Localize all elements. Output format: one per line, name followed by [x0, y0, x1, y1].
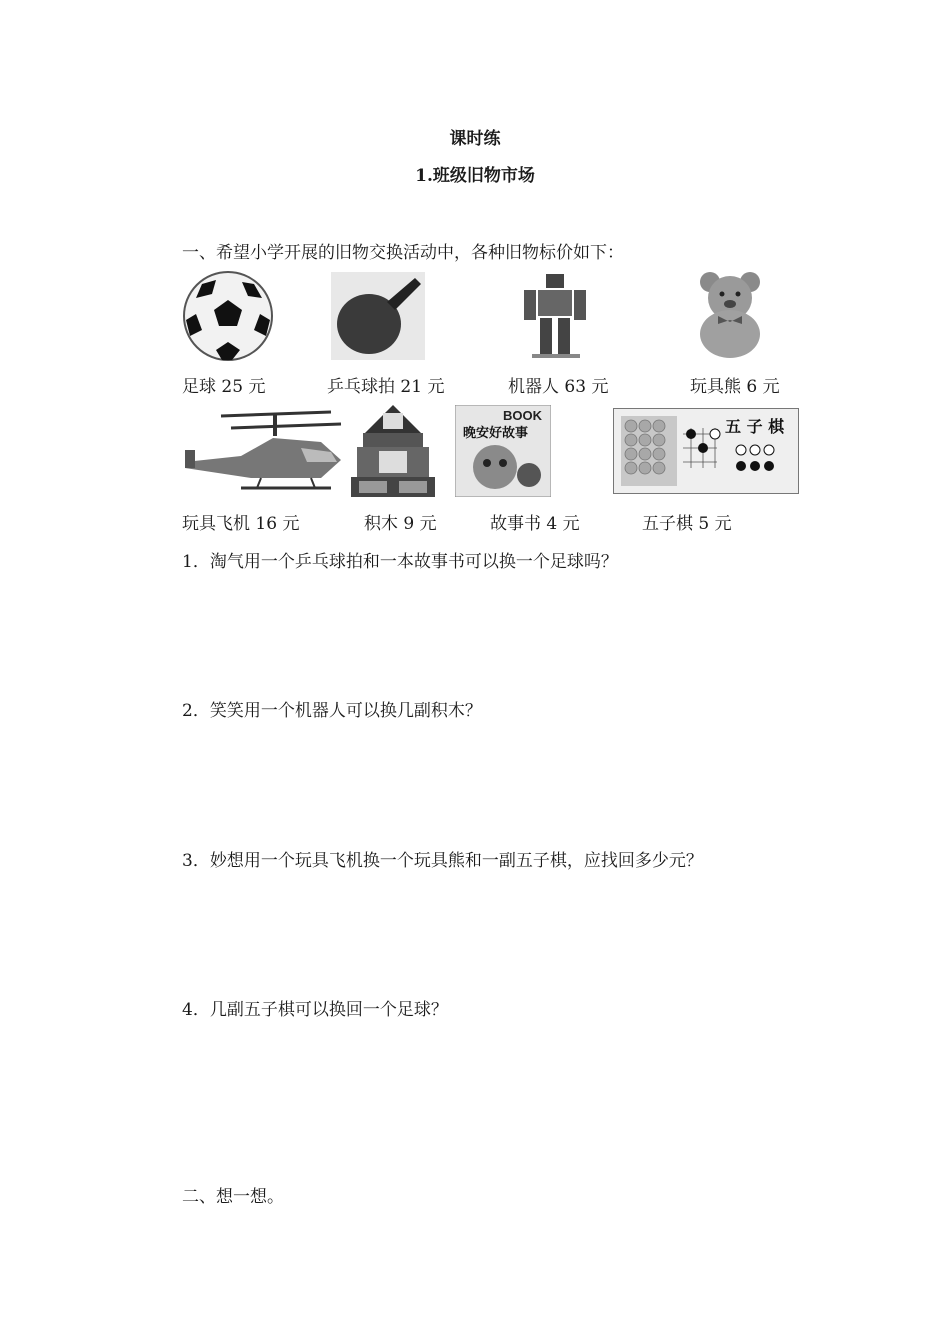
question-1: 1．淘气用一个乒乓球拍和一本故事书可以换一个足球吗？ [182, 552, 618, 572]
question-2: 2．笑笑用一个机器人可以换几副积木？ [182, 701, 482, 721]
item-label-robot: 机器人 63 元 [508, 377, 609, 397]
lesson-title: 1.班级旧物市场 [415, 166, 535, 186]
item-label-building-blocks: 积木 9 元 [364, 514, 437, 534]
story-book-icon [455, 405, 551, 497]
question-4: 4．几副五子棋可以换回一个足球？ [182, 1000, 448, 1020]
book-cover-subtitle: 晚安好故事 [463, 426, 529, 441]
item-label-teddy-bear: 玩具熊 6 元 [690, 377, 780, 397]
ping-pong-paddle-icon [331, 272, 425, 360]
item-label-story-book: 故事书 4 元 [490, 514, 580, 534]
teddy-bear-icon [688, 268, 772, 360]
item-label-soccer-ball: 足球 25 元 [182, 377, 266, 397]
section2-heading: 二、想一想。 [182, 1187, 284, 1207]
section1-heading: 一、希望小学开展的旧物交换活动中，各种旧物标价如下： [182, 243, 624, 263]
toy-helicopter-icon [181, 406, 347, 498]
gomoku-box-icon [613, 408, 799, 494]
item-label-gomoku: 五子棋 5 元 [642, 514, 732, 534]
robot-icon [520, 270, 590, 360]
question-3: 3．妙想用一个玩具飞机换一个玩具熊和一副五子棋，应找回多少元？ [182, 851, 703, 871]
soccer-ball-icon [182, 270, 274, 362]
item-label-toy-helicopter: 玩具飞机 16 元 [182, 514, 300, 534]
page-title: 课时练 [449, 129, 501, 149]
gomoku-box-title: 五 子 棋 [725, 417, 785, 436]
book-cover-title: BOOK [503, 408, 542, 423]
building-blocks-icon [349, 403, 437, 497]
item-label-ping-pong-paddle: 乒乓球拍 21 元 [327, 377, 445, 397]
